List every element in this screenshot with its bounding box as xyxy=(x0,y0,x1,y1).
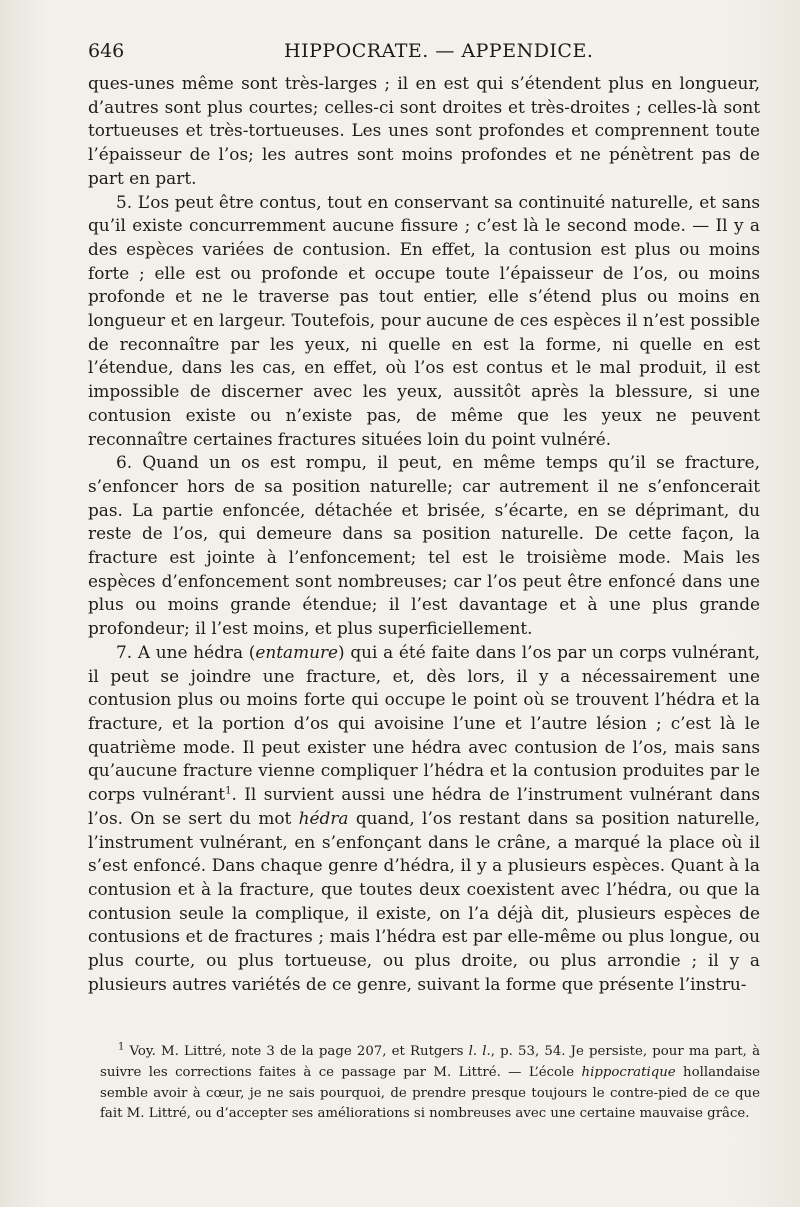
paragraph-7-part-a: 7. A une hédra ( xyxy=(116,641,256,662)
footnote-1 xyxy=(100,1042,760,1125)
paragraph-5: 5. L’os peut être contus, tout en conservant sa continuité naturelle, et sans qu’il existe concurremment aucune fissure ; c’est là le second mode. — Il y a des espèces variées de contusion. En effet, la contusion est plus ou moins forte ; elle est ou profonde et occupe toute l’épaisseur de l’os, ou moins profonde et ne le traverse pas tout entier, elle s’étend plus ou moins en longueur et en largeur. Toutefois, pour aucune de ces espèces il n’est possible de reconnaître par les yeux, ni quelle en est la forme, ni quelle en est l’étendue, dans les cas, en effet, où l’os est contus et le mal produit, il est impossible de discerner avec les yeux, aussitôt après la blessure, si une contusion existe ou n’existe pas, de même que les yeux ne peuvent reconnaître certaines fractures situées loin du point vulnéré. xyxy=(88,191,760,449)
footnote-italic-hippocratique: hippocratique xyxy=(581,1064,676,1080)
footnotes xyxy=(100,1042,760,1125)
running-title: HIPPOCRATE. — APPENDICE. xyxy=(284,40,594,62)
footnote-italic-ll: l. l. xyxy=(468,1044,491,1059)
footnote-text-c: hollandaise semble avoir à cœur, je ne sais pourquoi, de prendre presque toujours le contre-pied de ce que fait M. Littré, ou d’accepter ses améliorations si nombreuses avec une certaine mauvaise grâce. xyxy=(100,1064,760,1122)
paragraph-7-italic-entamure: entamure xyxy=(255,641,339,662)
main-text xyxy=(88,72,760,996)
footnote-text-b: , p. 53, 54. Je persiste, pour ma part, à suivre les corrections faites à ce passage par M. Littré. — L’école xyxy=(100,1044,760,1080)
paragraph-7 xyxy=(88,641,760,997)
paragraph-7-part-c: . Il survient aussi une hédra de l’instrument vulnérant dans l’os. On se sert du mot xyxy=(88,784,760,828)
paragraph-7-part-d: quand, l’os restant dans sa position naturelle, l’instrument vulnérant, en s’enfonçant dans le crâne, a marqué la place où il s’est enfoncé. Dans chaque genre d’hédra, il y a plusieurs espèces. Quant à la contusion et à la fracture, que toutes deux coexistent avec l’hédra, ou que la contusion seule la complique, il existe, on l’a déjà dit, plusieurs espèces de contusions et de fractures ; mais l’hédra est par elle-même ou plus longue, ou plus courte, ou plus tortueuse, ou plus droite, ou plus arrondie ; il y a plusieurs autres variétés de ce genre, suivant la forme que présente l’instru- xyxy=(88,807,760,994)
footnote-marker: 1 xyxy=(118,1041,125,1053)
paragraph-6: 6. Quand un os est rompu, il peut, en même temps qu’il se fracture, s’enfoncer hors de sa position naturelle; car autrement il ne s’enfoncerait pas. La partie enfoncée, détachée et brisée, s’écarte, en se déprimant, du reste de l’os, qui demeure dans sa position naturelle. De cette façon, la fracture est jointe à l’enfoncement; tel est le troisième mode. Mais les espèces d’enfoncement sont nombreuses; car l’os peut être enfoncé dans une plus ou moins grande étendue; il l’est davantage et à une plus grande profondeur; il l’est moins, et plus superficiellement. xyxy=(88,452,760,639)
footnote-reference: 1 xyxy=(225,785,232,797)
paragraph-continued: ques-unes même sont très-larges ; il en est qui s’étendent plus en longueur, d’autres sont plus courtes; celles-ci sont droites et très-droites ; celles-là sont tortueuses et très-tortueuses. Les unes sont profondes et comprennent toute l’épaisseur de l’os; les autres sont moins profondes et ne pénètrent pas de part en part. xyxy=(88,73,760,188)
page-number: 646 xyxy=(88,40,125,62)
footnote-text-a: Voy. M. Littré, note 3 de la page 207, et Rutgers xyxy=(124,1044,469,1059)
paragraph-7-part-b: ) qui a été faite dans l’os par un corps vulnérant, il peut se joindre une fracture, et, dès lors, il y a nécessairement une contusion plus ou moins forte qui occupe le point où se trouvent l’hédra et la fracture, et la portion d’os qui avoisine l’une et l’autre lésion ; c’est là le quatrième mode. Il peut exister une hédra avec contusion de l’os, mais sans qu’aucune fracture vienne compliquer l’hédra et la contusion produites par le corps vulnérant xyxy=(88,641,761,805)
running-header xyxy=(88,40,760,70)
paragraph-7-italic-hedra: hédra xyxy=(298,807,349,828)
